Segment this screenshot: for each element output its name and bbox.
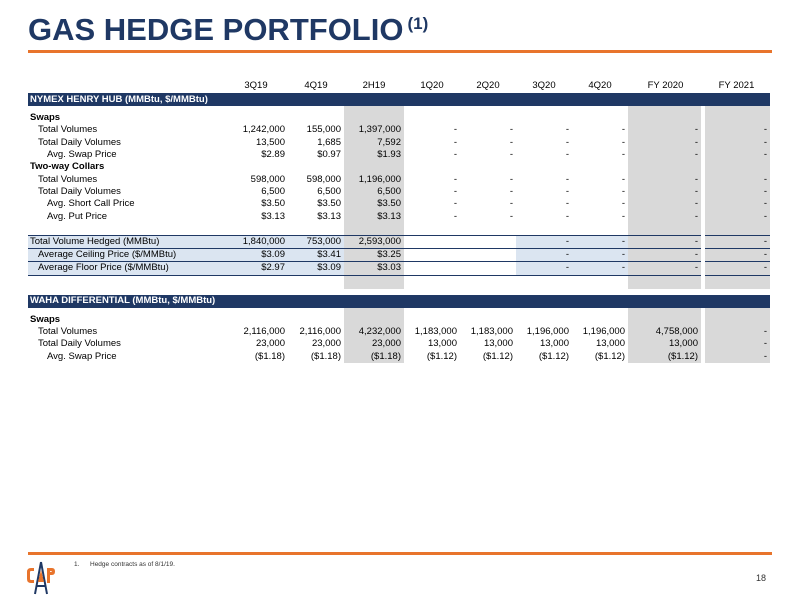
cell-fy2021 bbox=[703, 112, 770, 124]
cell-2q20 bbox=[460, 161, 516, 173]
cell-4q20 bbox=[572, 223, 628, 236]
cell-fy2021: - bbox=[703, 350, 770, 362]
cell-fy2020 bbox=[628, 275, 703, 289]
cell-1q20: - bbox=[453, 198, 457, 210]
cell-3q19: 2,116,000 bbox=[243, 326, 285, 337]
table-row bbox=[28, 326, 770, 338]
cell-fy2020: - bbox=[628, 262, 703, 275]
row-label: Total Daily Volumes bbox=[38, 136, 121, 148]
cell-4q20: ($1.12) bbox=[594, 350, 625, 362]
cell-2h19: 1,397,000 bbox=[344, 124, 404, 136]
cell-3q19 bbox=[224, 314, 288, 326]
row-label: Total Volumes bbox=[38, 326, 98, 337]
cell-1q20 bbox=[404, 248, 460, 261]
cell-fy2021: - bbox=[703, 149, 770, 161]
row-label: Average Floor Price ($/MMBtu) bbox=[28, 262, 224, 275]
cell-4q20: - bbox=[621, 198, 625, 210]
cell-fy2020: - bbox=[628, 137, 703, 149]
cell-4q19 bbox=[288, 223, 344, 236]
cell-4q19: 753,000 bbox=[288, 235, 344, 248]
section-header-nymex bbox=[28, 93, 770, 106]
header-blank bbox=[28, 78, 224, 93]
cell-4q19: $3.09 bbox=[288, 262, 344, 275]
cell-3q20: - bbox=[565, 185, 569, 197]
cell-fy2021: - bbox=[703, 173, 770, 185]
footnote-text: Hedge contracts as of 8/1/19. bbox=[90, 561, 175, 568]
cell-fy2020 bbox=[628, 223, 703, 236]
cell-fy2020: 13,000 bbox=[628, 338, 703, 350]
cell-fy2021: - bbox=[703, 198, 770, 210]
page-number: 18 bbox=[755, 573, 766, 583]
hedge-table bbox=[28, 78, 770, 363]
row-label: Total Volume Hedged (MMBtu) bbox=[28, 235, 224, 248]
subheader-label: Swaps bbox=[30, 313, 61, 325]
cell-3q20: - bbox=[516, 248, 572, 261]
cell-2q20: - bbox=[509, 185, 513, 197]
cell-fy2020: - bbox=[628, 198, 703, 210]
cell-3q19: 13,500 bbox=[255, 136, 285, 148]
cell-2q20: - bbox=[509, 198, 513, 210]
column-header-4q20: 4Q20 bbox=[588, 79, 612, 91]
column-header-row bbox=[28, 78, 770, 93]
cell-3q20: - bbox=[565, 136, 569, 148]
cell-4q20: - bbox=[572, 262, 628, 275]
table-row bbox=[28, 173, 770, 185]
cell-fy2021: - bbox=[703, 124, 770, 136]
cell-2h19 bbox=[344, 275, 404, 289]
row-label: Avg. Swap Price bbox=[47, 149, 117, 161]
cell-2h19 bbox=[344, 112, 404, 124]
cell-3q19: $3.50 bbox=[261, 198, 285, 210]
cell-2q20: - bbox=[509, 136, 513, 148]
cell-3q20: 1,196,000 bbox=[526, 326, 569, 337]
cell-fy2020: - bbox=[628, 149, 703, 161]
cell-3q19: 598,000 bbox=[250, 173, 285, 185]
title-footnote-marker: (1) bbox=[407, 14, 429, 33]
spacer-label bbox=[28, 275, 224, 289]
cell-2h19 bbox=[344, 161, 404, 173]
row-label: Total Volumes bbox=[38, 173, 98, 185]
cell-4q19: ($1.18) bbox=[310, 350, 341, 362]
cell-4q19 bbox=[288, 161, 344, 173]
footnote-number: 1. bbox=[74, 561, 80, 568]
cell-2h19 bbox=[344, 314, 404, 326]
cell-1q20 bbox=[404, 235, 460, 248]
cell-fy2021 bbox=[703, 161, 770, 173]
cell-3q19 bbox=[224, 161, 288, 173]
cell-4q20: - bbox=[621, 173, 625, 185]
column-header-4q19: 4Q19 bbox=[304, 79, 328, 91]
cell-1q20: - bbox=[453, 173, 457, 185]
cell-1q20: - bbox=[453, 210, 457, 222]
cell-4q19: 598,000 bbox=[306, 173, 341, 185]
spacer-label bbox=[28, 223, 224, 236]
cell-2h19: $3.13 bbox=[344, 210, 404, 222]
cell-fy2020: - bbox=[628, 235, 703, 248]
cell-1q20: - bbox=[453, 185, 457, 197]
total-row bbox=[28, 248, 770, 261]
cell-3q20: - bbox=[516, 235, 572, 248]
cell-fy2021: - bbox=[703, 262, 770, 275]
cell-3q20: - bbox=[565, 173, 569, 185]
cell-3q19 bbox=[224, 275, 288, 289]
cell-1q20 bbox=[404, 275, 460, 289]
cell-3q20: 13,000 bbox=[539, 338, 569, 350]
cell-2h19: 4,232,000 bbox=[344, 326, 404, 338]
cell-1q20 bbox=[404, 223, 460, 236]
cell-3q20 bbox=[516, 161, 572, 173]
cell-3q19: $3.09 bbox=[224, 248, 288, 261]
cell-3q20: ($1.12) bbox=[538, 350, 569, 362]
cell-4q19 bbox=[288, 314, 344, 326]
cell-2q20: ($1.12) bbox=[482, 350, 513, 362]
cell-2q20 bbox=[460, 275, 516, 289]
cell-4q19: 23,000 bbox=[311, 338, 341, 350]
cell-1q20 bbox=[404, 314, 460, 326]
cell-fy2020 bbox=[628, 112, 703, 124]
cell-3q20 bbox=[516, 223, 572, 236]
cell-4q20: - bbox=[621, 210, 625, 222]
cell-4q19: 155,000 bbox=[306, 124, 341, 136]
cell-fy2021: - bbox=[703, 137, 770, 149]
cell-fy2020: - bbox=[628, 124, 703, 136]
cell-fy2020 bbox=[628, 161, 703, 173]
cell-2h19: $3.03 bbox=[344, 262, 404, 275]
page-title: GAS HEDGE PORTFOLIO $^{(1)}$ bbox=[28, 12, 429, 47]
cell-1q20 bbox=[404, 161, 460, 173]
column-header-2h19: 2H19 bbox=[362, 79, 386, 91]
cap-derrick-logo-icon bbox=[26, 560, 56, 596]
row-label: Average Ceiling Price ($/MMBtu) bbox=[28, 248, 224, 261]
cell-2h19: 7,592 bbox=[344, 137, 404, 149]
cell-2h19: $3.50 bbox=[344, 198, 404, 210]
cell-2q20: - bbox=[509, 124, 513, 136]
cell-4q20 bbox=[572, 161, 628, 173]
cell-2q20 bbox=[460, 112, 516, 124]
spacer-row bbox=[28, 275, 770, 289]
cell-2h19: 1,196,000 bbox=[344, 173, 404, 185]
cell-3q20: - bbox=[565, 198, 569, 210]
section-title: WAHA DIFFERENTIAL (MMBtu, $/MMBtu) bbox=[28, 295, 770, 308]
subheader-swaps bbox=[28, 112, 770, 124]
cell-fy2021: - bbox=[703, 248, 770, 261]
cell-2q20: - bbox=[509, 149, 513, 161]
cell-3q20: - bbox=[565, 210, 569, 222]
cell-2q20 bbox=[460, 262, 516, 275]
cell-1q20: 1,183,000 bbox=[414, 326, 457, 337]
cell-2h19: $1.93 bbox=[344, 149, 404, 161]
cell-3q19: $2.97 bbox=[224, 262, 288, 275]
column-header-3q20: 3Q20 bbox=[532, 79, 556, 91]
subheader-label: Two-way Collars bbox=[30, 161, 105, 173]
cell-1q20: 13,000 bbox=[427, 338, 457, 350]
table-row bbox=[28, 198, 770, 210]
cell-fy2020: - bbox=[628, 173, 703, 185]
row-label: Total Volumes bbox=[38, 124, 98, 136]
table-row bbox=[28, 210, 770, 222]
cell-3q20: - bbox=[565, 149, 569, 161]
cell-1q20: - bbox=[453, 149, 457, 161]
row-label: Avg. Put Price bbox=[47, 210, 108, 222]
cell-fy2020: - bbox=[628, 186, 703, 198]
cell-4q19: 2,116,000 bbox=[299, 326, 341, 337]
cell-fy2021: - bbox=[703, 338, 770, 350]
cell-4q20 bbox=[572, 112, 628, 124]
cell-3q19: $2.89 bbox=[261, 149, 285, 161]
cell-3q20: - bbox=[565, 124, 569, 136]
cell-fy2021 bbox=[703, 223, 770, 236]
cell-3q19: 1,840,000 bbox=[224, 235, 288, 248]
cell-fy2021 bbox=[703, 275, 770, 289]
cell-2h19: $3.25 bbox=[344, 248, 404, 261]
row-label: Avg. Swap Price bbox=[47, 350, 117, 362]
cell-fy2020: - bbox=[628, 248, 703, 261]
table-row bbox=[28, 137, 770, 149]
hedge-table-container bbox=[28, 78, 770, 363]
footer-divider bbox=[28, 552, 772, 555]
cell-3q19: 1,242,000 bbox=[242, 124, 285, 136]
cell-3q20 bbox=[516, 314, 572, 326]
cell-4q19: $3.13 bbox=[317, 210, 341, 222]
table-row bbox=[28, 350, 770, 362]
cell-fy2021 bbox=[703, 314, 770, 326]
cell-2h19: ($1.18) bbox=[344, 350, 404, 362]
cell-4q20: - bbox=[572, 248, 628, 261]
table-row bbox=[28, 149, 770, 161]
cell-2q20 bbox=[460, 235, 516, 248]
cell-2h19: 6,500 bbox=[344, 186, 404, 198]
cell-fy2020: - bbox=[628, 210, 703, 222]
cell-4q20: 13,000 bbox=[595, 338, 625, 350]
cell-fy2021: - bbox=[703, 186, 770, 198]
cell-3q20 bbox=[516, 275, 572, 289]
cell-2h19 bbox=[344, 223, 404, 236]
column-header-3q19: 3Q19 bbox=[244, 79, 268, 91]
cell-4q20: - bbox=[621, 124, 625, 136]
cell-4q19: $0.97 bbox=[317, 149, 341, 161]
cell-2q20 bbox=[460, 223, 516, 236]
cell-fy2021: - bbox=[703, 210, 770, 222]
cell-4q20: - bbox=[572, 235, 628, 248]
cell-4q19: 6,500 bbox=[317, 185, 341, 197]
cell-1q20: - bbox=[453, 124, 457, 136]
cell-4q20 bbox=[572, 275, 628, 289]
cell-4q20: - bbox=[621, 149, 625, 161]
cell-2q20: - bbox=[509, 173, 513, 185]
table-row bbox=[28, 124, 770, 136]
cell-1q20: - bbox=[453, 136, 457, 148]
cell-3q19: 6,500 bbox=[261, 185, 285, 197]
cell-4q20 bbox=[572, 314, 628, 326]
footnote bbox=[74, 561, 175, 568]
cell-2h19: 2,593,000 bbox=[344, 235, 404, 248]
cell-2q20 bbox=[460, 248, 516, 261]
table-row bbox=[28, 186, 770, 198]
cell-fy2020: 4,758,000 bbox=[628, 326, 703, 338]
total-row bbox=[28, 235, 770, 248]
cell-4q19 bbox=[288, 112, 344, 124]
cell-4q20: 1,196,000 bbox=[582, 326, 625, 337]
cell-1q20: ($1.12) bbox=[426, 350, 457, 362]
cell-fy2020 bbox=[628, 314, 703, 326]
cell-3q19: ($1.18) bbox=[254, 350, 285, 362]
cell-3q20 bbox=[516, 112, 572, 124]
cell-2h19: 23,000 bbox=[344, 338, 404, 350]
cell-1q20 bbox=[404, 262, 460, 275]
column-header-fy2021: FY 2021 bbox=[718, 79, 755, 91]
cell-3q19 bbox=[224, 112, 288, 124]
hedge-table-body bbox=[28, 78, 770, 363]
subheader-label: Swaps bbox=[30, 112, 61, 124]
section-title: NYMEX HENRY HUB (MMBtu, $/MMBtu) bbox=[28, 93, 770, 106]
subheader-collars bbox=[28, 161, 770, 173]
cell-4q19: $3.41 bbox=[288, 248, 344, 261]
cell-fy2021: - bbox=[703, 235, 770, 248]
column-header-2q20: 2Q20 bbox=[476, 79, 500, 91]
total-row bbox=[28, 262, 770, 275]
cell-fy2021: - bbox=[703, 326, 770, 338]
spacer-row bbox=[28, 223, 770, 236]
cell-4q19: $3.50 bbox=[317, 198, 341, 210]
section-header-waha bbox=[28, 295, 770, 308]
cell-4q19: 1,685 bbox=[317, 136, 341, 148]
cell-2q20: 1,183,000 bbox=[470, 326, 513, 337]
cell-3q19: $3.13 bbox=[261, 210, 285, 222]
row-label: Total Daily Volumes bbox=[38, 185, 121, 197]
cell-1q20 bbox=[404, 112, 460, 124]
subheader-swaps bbox=[28, 314, 770, 326]
column-header-fy2020: FY 2020 bbox=[647, 79, 684, 91]
row-label: Avg. Short Call Price bbox=[47, 198, 135, 210]
title-divider bbox=[28, 50, 772, 53]
cell-2q20 bbox=[460, 314, 516, 326]
cell-3q19: 23,000 bbox=[255, 338, 285, 350]
column-header-1q20: 1Q20 bbox=[420, 79, 444, 91]
cell-3q19 bbox=[224, 223, 288, 236]
cell-3q20: - bbox=[516, 262, 572, 275]
cell-2q20: 13,000 bbox=[483, 338, 513, 350]
cell-4q19 bbox=[288, 275, 344, 289]
cell-4q20: - bbox=[621, 136, 625, 148]
cell-4q20: - bbox=[621, 185, 625, 197]
cell-fy2020: ($1.12) bbox=[628, 350, 703, 362]
cell-2q20: - bbox=[509, 210, 513, 222]
row-label: Total Daily Volumes bbox=[38, 338, 121, 350]
table-row bbox=[28, 338, 770, 350]
